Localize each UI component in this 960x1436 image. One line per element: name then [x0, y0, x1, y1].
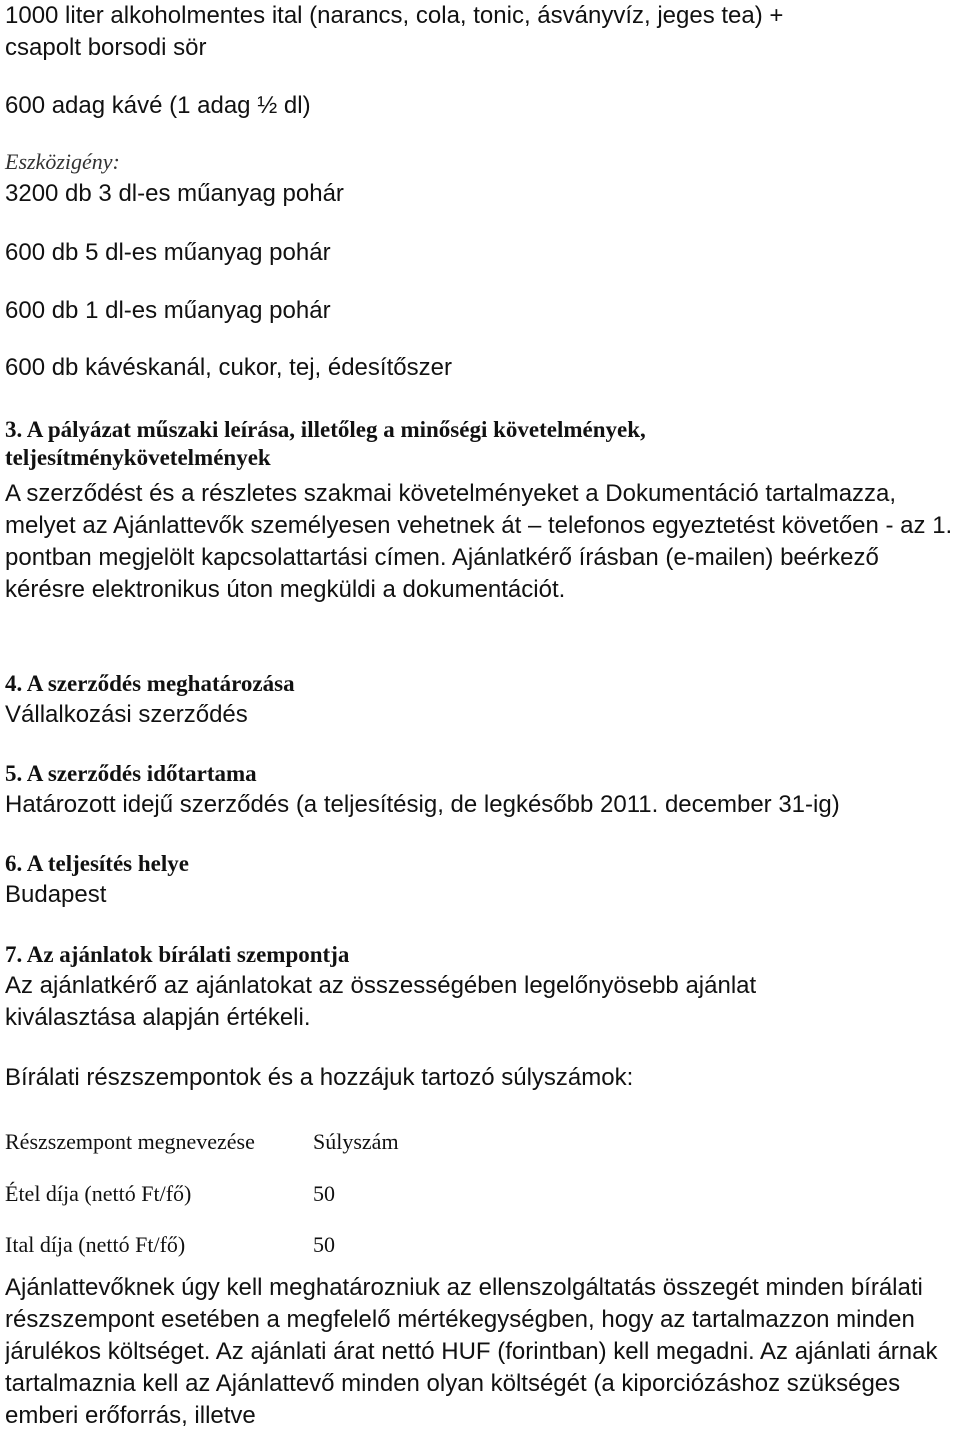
- table-row: [5, 1231, 335, 1259]
- equipment-item: 600 db 1 dl-es műanyag pohár: [5, 297, 331, 324]
- table-header-weight: Súlyszám: [313, 1129, 399, 1154]
- supply-line-2: csapolt borsodi sör: [5, 34, 207, 61]
- section-heading-6: 6. A teljesítés helye: [5, 851, 189, 876]
- section-heading-3: 3. A pályázat műszaki leírása, illetőleg a minőségi követelmények, teljesítménykövetelmények: [5, 417, 646, 470]
- equipment-label: Eszközigény:: [5, 149, 120, 174]
- table-row: [5, 1180, 335, 1208]
- closing-paragraph: Ajánlattevőknek úgy kell meghatározniuk az ellenszolgáltatás összegét minden bírálati részszempont esetében a megfelelő mértékegységben, hogy az tartalmazzon minden járulékos költséget. Az ajánlati árat nettó HUF (forintban) kell megadni. Az ajánlati árnak tartalmaznia kell az Ajánlattevő minden olyan költségét (a kiporciózáshoz szükséges emberi erőforrás, illetve: [5, 1274, 938, 1429]
- supply-line-1: 1000 liter alkoholmentes ital (narancs, cola, tonic, ásványvíz, jeges tea) +: [5, 2, 784, 29]
- table-header-name: Részszempont megnevezése: [5, 1129, 255, 1154]
- section-body-7: Az ajánlatkérő az ajánlatokat az összességében legelőnyösebb ajánlat kiválasztása alapján értékeli.: [5, 972, 757, 1031]
- section-body-6: Budapest: [5, 881, 107, 908]
- section-body-5: Határozott idejű szerződés (a teljesítésig, de legkésőbb 2011. december 31-ig): [5, 791, 840, 818]
- section-heading-5: 5. A szerződés időtartama: [5, 761, 257, 786]
- equipment-item: 600 db kávéskanál, cukor, tej, édesítőszer: [5, 354, 452, 381]
- equipment-item: 600 db 5 dl-es műanyag pohár: [5, 239, 331, 266]
- section-body-4: Vállalkozási szerződés: [5, 701, 248, 728]
- table-cell-name: Étel díja (nettó Ft/fő): [5, 1181, 192, 1206]
- section-body-3: A szerződést és a részletes szakmai követelményeket a Dokumentáció tartalmazza, melyet az Ajánlattevők személyesen vehetnek át – telefonos egyeztetést követően - az 1. pontban megjelölt kapcsolattartási címen. Ajánlatkérő írásban (e-mailen) beérkező kérésre elektronikus úton megküldi a dokumentációt.: [5, 480, 953, 603]
- equipment-item: 3200 db 3 dl-es műanyag pohár: [5, 180, 344, 207]
- table-header-row: [5, 1128, 399, 1156]
- table-cell-name: Ital díja (nettó Ft/fő): [5, 1232, 186, 1257]
- supply-line-coffee: 600 adag kávé (1 adag ½ dl): [5, 92, 311, 119]
- section-heading-4: 4. A szerződés meghatározása: [5, 671, 295, 696]
- criteria-intro: Bírálati részszempontok és a hozzájuk tartozó súlyszámok:: [5, 1064, 634, 1091]
- section-heading-7: 7. Az ajánlatok bírálati szempontja: [5, 942, 350, 967]
- table-cell-weight: 50: [313, 1232, 335, 1257]
- table-cell-weight: 50: [313, 1181, 335, 1206]
